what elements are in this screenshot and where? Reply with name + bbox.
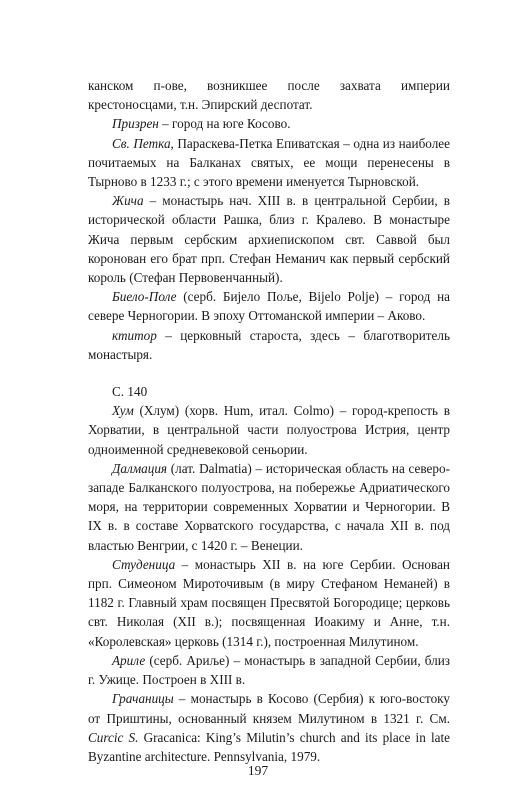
- entry-studenica: [88, 555, 450, 651]
- entry-term: Св. Петка: [112, 135, 171, 151]
- entry-term: Далмация: [112, 460, 168, 476]
- section-gap: [88, 364, 450, 382]
- entry-term: Студеница: [112, 556, 176, 572]
- entry-definition: – монастырь в Косово (Сербия) к юго-востоку от Приштины, основанный князем Милутином в 1321 г. См.: [88, 691, 450, 726]
- entry-dalmatia: [88, 459, 450, 555]
- entry-gracanica: [88, 689, 450, 766]
- entry-prizren: [88, 114, 450, 133]
- continuation-paragraph: канском п-ове, возникшее после захвата империи крестоносцами, т.н. Эпирский деспотат.: [88, 78, 450, 113]
- entry-definition: – церковный староста, здесь – благотворитель монастыря.: [88, 327, 450, 362]
- entry-hum: [88, 401, 450, 459]
- entry-definition: (Хлум) (хорв. Hum, итал. Colmo) – город-крепость в Хорватии, в центральной части полуострова Истрия, центр одноименной средневековой сеньории.: [88, 403, 450, 457]
- section-marker: С. 140: [112, 384, 148, 400]
- entry-sv-petka: [88, 134, 450, 192]
- entry-definition: – город на юге Косово.: [158, 116, 291, 132]
- entry-arilje: [88, 651, 450, 689]
- entry-definition: – монастырь нач. XIII в. в центральной Сербии, в исторической области Рашка, близ г. Кралево. В монастыре Жича первым сербским архиепископом свт. Саввой был коронован его брат прп. Стефан Неманич как первый сербский король (Стефан Первовенчанный).: [88, 193, 450, 286]
- reference-author: Curcic S.: [88, 729, 139, 745]
- reference-title: Gracanica: King’s Milutin’s church and its place in late Byzantine architecture. Pennsylvania, 1979.: [88, 729, 450, 764]
- entry-term: Биело-Поле: [112, 289, 177, 305]
- entry-zhicha: [88, 191, 450, 287]
- entry-term: Хум: [112, 403, 134, 419]
- glossary-text: [88, 76, 450, 766]
- entry-term: Ариле: [112, 652, 146, 668]
- entry-term: Грачаницы: [112, 691, 174, 707]
- entry-definition: (серб. Бијело Поље, Bijelo Polje) – город на севере Черногории. В эпоху Оттоманской империи – Аково.: [88, 289, 450, 324]
- entry-definition: (лат. Dalmatia) – историческая область на северо-западе Балканского полуострова, на побережье Адриатического моря, на территории современных Хорватии и Черногории. В IX в. в составе Хорватского государства, с начала XII в. под властью Венгрии, с 1420 г. – Венеции.: [88, 460, 450, 553]
- entry-definition: – монастырь XII в. на юге Сербии. Основан прп. Симеоном Мироточивым (в миру Стефаном Неманей) в 1182 г. Главный храм посвящен Пресвятой Богородице; церковь свт. Николая (XII в.); посвященная Иоакиму и Анне, т.н. «Королевская» церковь (1314 г.), построенная Милутином.: [88, 556, 450, 649]
- entry-bijelo-polje: [88, 287, 450, 325]
- entry-definition: (серб. Ариље) – монастырь в западной Сербии, близ г. Ужице. Построен в XIII в.: [88, 652, 450, 688]
- entry-ktitor: [88, 326, 450, 364]
- entry-definition: , Параскева-Петка Епиватская – одна из наиболее почитаемых на Балканах святых, ее мощи перенесены в Тырново в 1233 г.; с этого времени именуется Тырновской.: [88, 135, 451, 190]
- entry-term: ктитор: [112, 327, 157, 343]
- page-number: 197: [247, 763, 269, 778]
- entry-term: Призрен: [112, 116, 159, 132]
- entry-term: Жича: [112, 193, 144, 209]
